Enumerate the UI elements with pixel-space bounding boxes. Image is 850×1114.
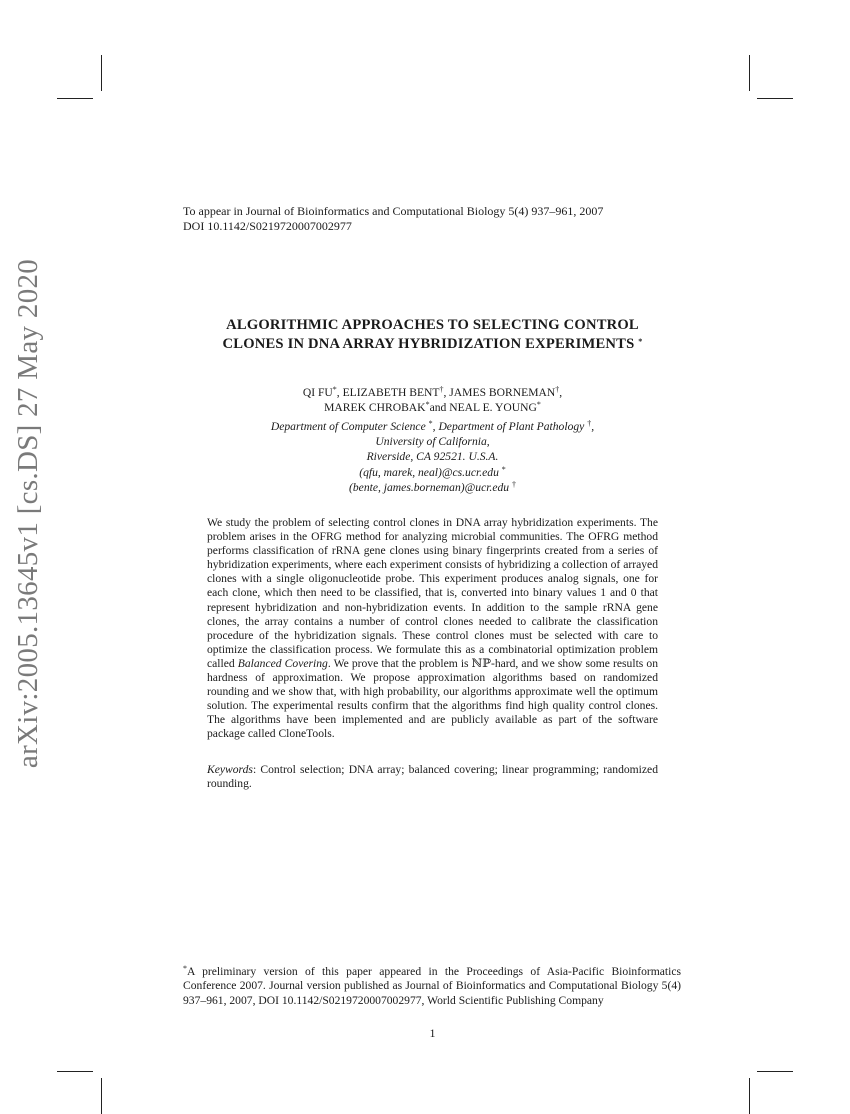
author-separator: , <box>559 386 563 399</box>
author-mark-star: * <box>425 399 430 409</box>
publication-note <box>183 204 603 233</box>
title-line-2 <box>160 335 705 354</box>
keywords-text: : Control selection; DNA array; balanced covering; linear programming; randomized rounding. <box>207 763 658 791</box>
email-cs-text: (qfu, marek, neal)@cs.ucr.edu <box>359 465 499 479</box>
dept-plant-pathology: , Department of Plant Pathology <box>432 420 585 433</box>
affiliations <box>160 419 705 495</box>
footnote-mark: * <box>183 964 187 973</box>
email-ucr-mark: † <box>511 479 516 489</box>
author-mark-star: * <box>536 399 541 409</box>
abstract-emphasis: Balanced Covering <box>237 656 328 670</box>
arxiv-identifier-text: arXiv:2005.13645v1 [cs.DS] 27 May 2020 <box>12 258 45 768</box>
abstract-part-1: We study the problem of selecting control clones in DNA array hybridization experiments. The problem arises in the OFRG method for analyzing microbial communities. The OFRG method performs classification of rRNA gene clones using binary fingerprints created from a series of hybridization experiments, where each experiment consists of hybridizing a collection of arrayed clones with a single oligonucleotide probe. This experiment produces analog signals, one for each clone, which then need to be classified, that is, converted into binary values 1 and 0 that represent hybridization and non-hybridization events. In addition to the sample rRNA gene clones, the array contains a number of control clones needed to calibrate the classification procedure of the hybridization signals. These control clones must be selected with care to optimize the classification process. We formulate this as a combinatorial optimization problem called <box>207 516 658 670</box>
crop-mark-bottom-right-vertical <box>749 1078 750 1114</box>
keywords-label: Keywords <box>207 763 253 776</box>
page-number: 1 <box>429 1026 436 1040</box>
keywords <box>207 763 658 791</box>
crop-mark-top-left-vertical <box>101 55 102 91</box>
crop-mark-bottom-right-horizontal <box>757 1071 793 1072</box>
author-mark-star: * <box>332 385 337 394</box>
email-ucr <box>160 480 705 495</box>
author-james-borneman: , JAMES BORNEMAN <box>443 386 556 399</box>
dept-computer-science: Department of Computer Science <box>270 420 426 433</box>
affiliation-university: University of California, <box>375 435 490 449</box>
title-line-1: ALGORITHMIC APPROACHES TO SELECTING CONTROL <box>226 317 639 333</box>
affiliation-mark-star: * <box>428 419 433 428</box>
footnote <box>183 965 681 1008</box>
arxiv-identifier-stamp <box>8 258 50 768</box>
title-footnote-mark: * <box>638 337 643 346</box>
email-cs <box>160 465 705 480</box>
author-marek-chrobak: MAREK CHROBAK <box>324 400 426 414</box>
author-line-1 <box>160 386 705 401</box>
publication-doi-line: DOI 10.1142/S0219720007002977 <box>183 218 352 233</box>
crop-mark-top-left-horizontal <box>57 98 93 99</box>
abstract <box>207 516 658 742</box>
email-ucr-text: (bente, james.borneman)@ucr.edu <box>349 480 510 494</box>
footnote-text: A preliminary version of this paper appeared in the Proceedings of Asia-Pacific Bioinformatics Conference 2007. Journal version published as Journal of Bioinformatics and Computational Biology 5(4) 937–961, 2007, DOI 10.1142/S0219720007002977, World Scientific Publishing Company <box>183 965 681 1007</box>
affiliation-location: Riverside, CA 92521. U.S.A. <box>366 450 499 464</box>
crop-mark-top-right-vertical <box>749 55 750 91</box>
abstract-part-2: . We prove that the problem is ℕℙ-hard, and we show some results on hardness of approximation. We propose approximation algorithms based on randomized rounding and we show that, with high probability, our algorithms approximate well the optimum solution. The experimental results confirm that the algorithms find high quality control clones. The algorithms have been implemented and are publicly available as part of the software package called CloneTools. <box>207 656 658 741</box>
author-qi-fu: QI FU <box>302 386 333 399</box>
title-line-2-text: CLONES IN DNA ARRAY HYBRIDIZATION EXPERIMENTS <box>222 336 635 352</box>
author-elizabeth-bent: , ELIZABETH BENT <box>336 386 440 399</box>
author-neal-young: and NEAL E. YOUNG <box>429 400 537 414</box>
crop-mark-bottom-left-horizontal <box>57 1071 93 1072</box>
author-mark-dagger: † <box>555 385 560 394</box>
affiliation-departments: Department of Computer Science *, Department of Plant Pathology †, <box>270 419 595 433</box>
author-line-2 <box>160 401 705 416</box>
paper-title <box>160 316 705 354</box>
crop-mark-bottom-left-vertical <box>101 1078 102 1114</box>
author-mark-dagger: † <box>439 385 444 394</box>
affiliation-mark-dagger: † <box>587 419 592 428</box>
publication-journal-line: To appear in Journal of Bioinformatics and Computational Biology 5(4) 937–961, 2007 <box>183 204 604 218</box>
author-list <box>160 386 705 415</box>
crop-mark-top-right-horizontal <box>757 98 793 99</box>
email-cs-mark: * <box>501 464 506 474</box>
